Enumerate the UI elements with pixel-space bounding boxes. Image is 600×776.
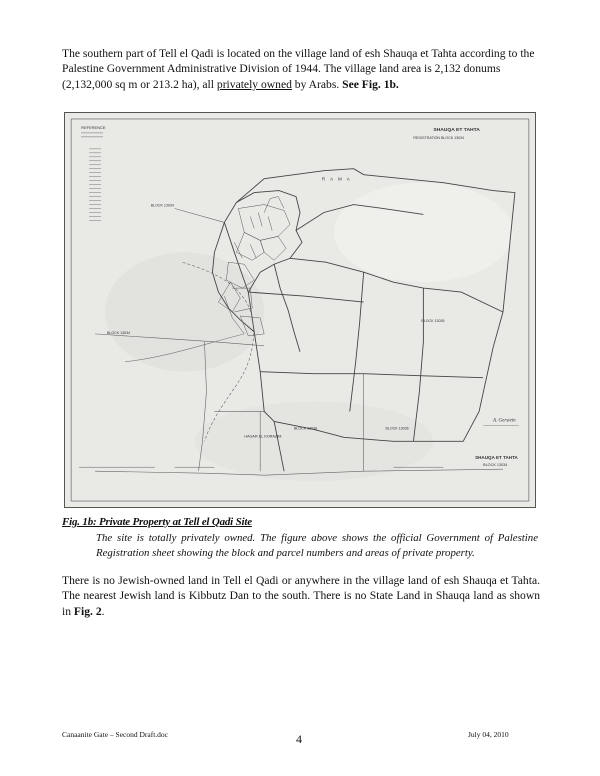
intro-text-b: by Arabs. — [291, 77, 343, 91]
figure-caption-body: The site is totally privately owned. The figure above shows the official Government of Palestine Registration sheet showing the block and parcel numbers and areas of private property. — [96, 532, 538, 559]
map-corner-label-line1: SHAUQA ET TAHTA — [475, 455, 518, 461]
intro-paragraph — [62, 46, 540, 92]
map-legend-heading: REFERENCE — [81, 124, 106, 130]
map-block-label-d: BLOCK 13036 — [385, 426, 409, 431]
map-block-label-e: BLOCK 13036 — [294, 426, 318, 431]
ownership-paragraph — [62, 573, 540, 619]
ownership-text-a: There is no Jewish-owned land in Tell el Qadi or anywhere in the village land of esh Shauqa et Tahta. The nearest Jewish land is Kibbutz Dan to the south. There is no State Land in Shauqa land as shown in — [62, 574, 540, 618]
map-title-line2: REGISTRATION BLOCK 13034 — [413, 135, 465, 140]
map-block-label-c: BLOCK 13035 — [421, 318, 445, 323]
map-title-line1: SHAUQA ET TAHTA — [433, 127, 480, 133]
map-block-label-a: BLOCK 13034 — [150, 203, 174, 208]
registration-map-figure — [64, 112, 536, 508]
intro-text-a: The southern part of Tell el Qadi is located on the village land of esh Shauqa et Tahta according to the Palestine Government Administrative Division of 1944. The village land area is 2,132 donums (2,132,000 sq m or 213.2 ha), all — [62, 47, 535, 91]
footer-filename: Canaanite Gate – Second Draft.doc — [62, 730, 168, 739]
fig-2-ref: Fig. 2 — [73, 604, 102, 618]
ownership-text-b: . — [101, 604, 105, 618]
map-hagar-label: HAGAR EL KORAZIM — [244, 434, 282, 439]
registration-map-drawing — [65, 113, 535, 507]
see-fig-1b-ref: See Fig. 1b. — [342, 77, 399, 91]
map-corner-label-line2: BLOCK 13034 — [483, 463, 508, 468]
privately-owned-text: privately owned — [216, 77, 292, 91]
map-signature: A. Gerstein — [493, 418, 516, 424]
map-block-label-b: BLOCK 13034 — [106, 330, 131, 335]
figure-caption-title: Fig. 1b: Private Property at Tell el Qadi Site — [62, 516, 252, 528]
footer-page-number: 4 — [296, 732, 302, 746]
map-village-label: R A M A — [321, 176, 352, 182]
footer-date: July 04, 2010 — [468, 730, 509, 739]
